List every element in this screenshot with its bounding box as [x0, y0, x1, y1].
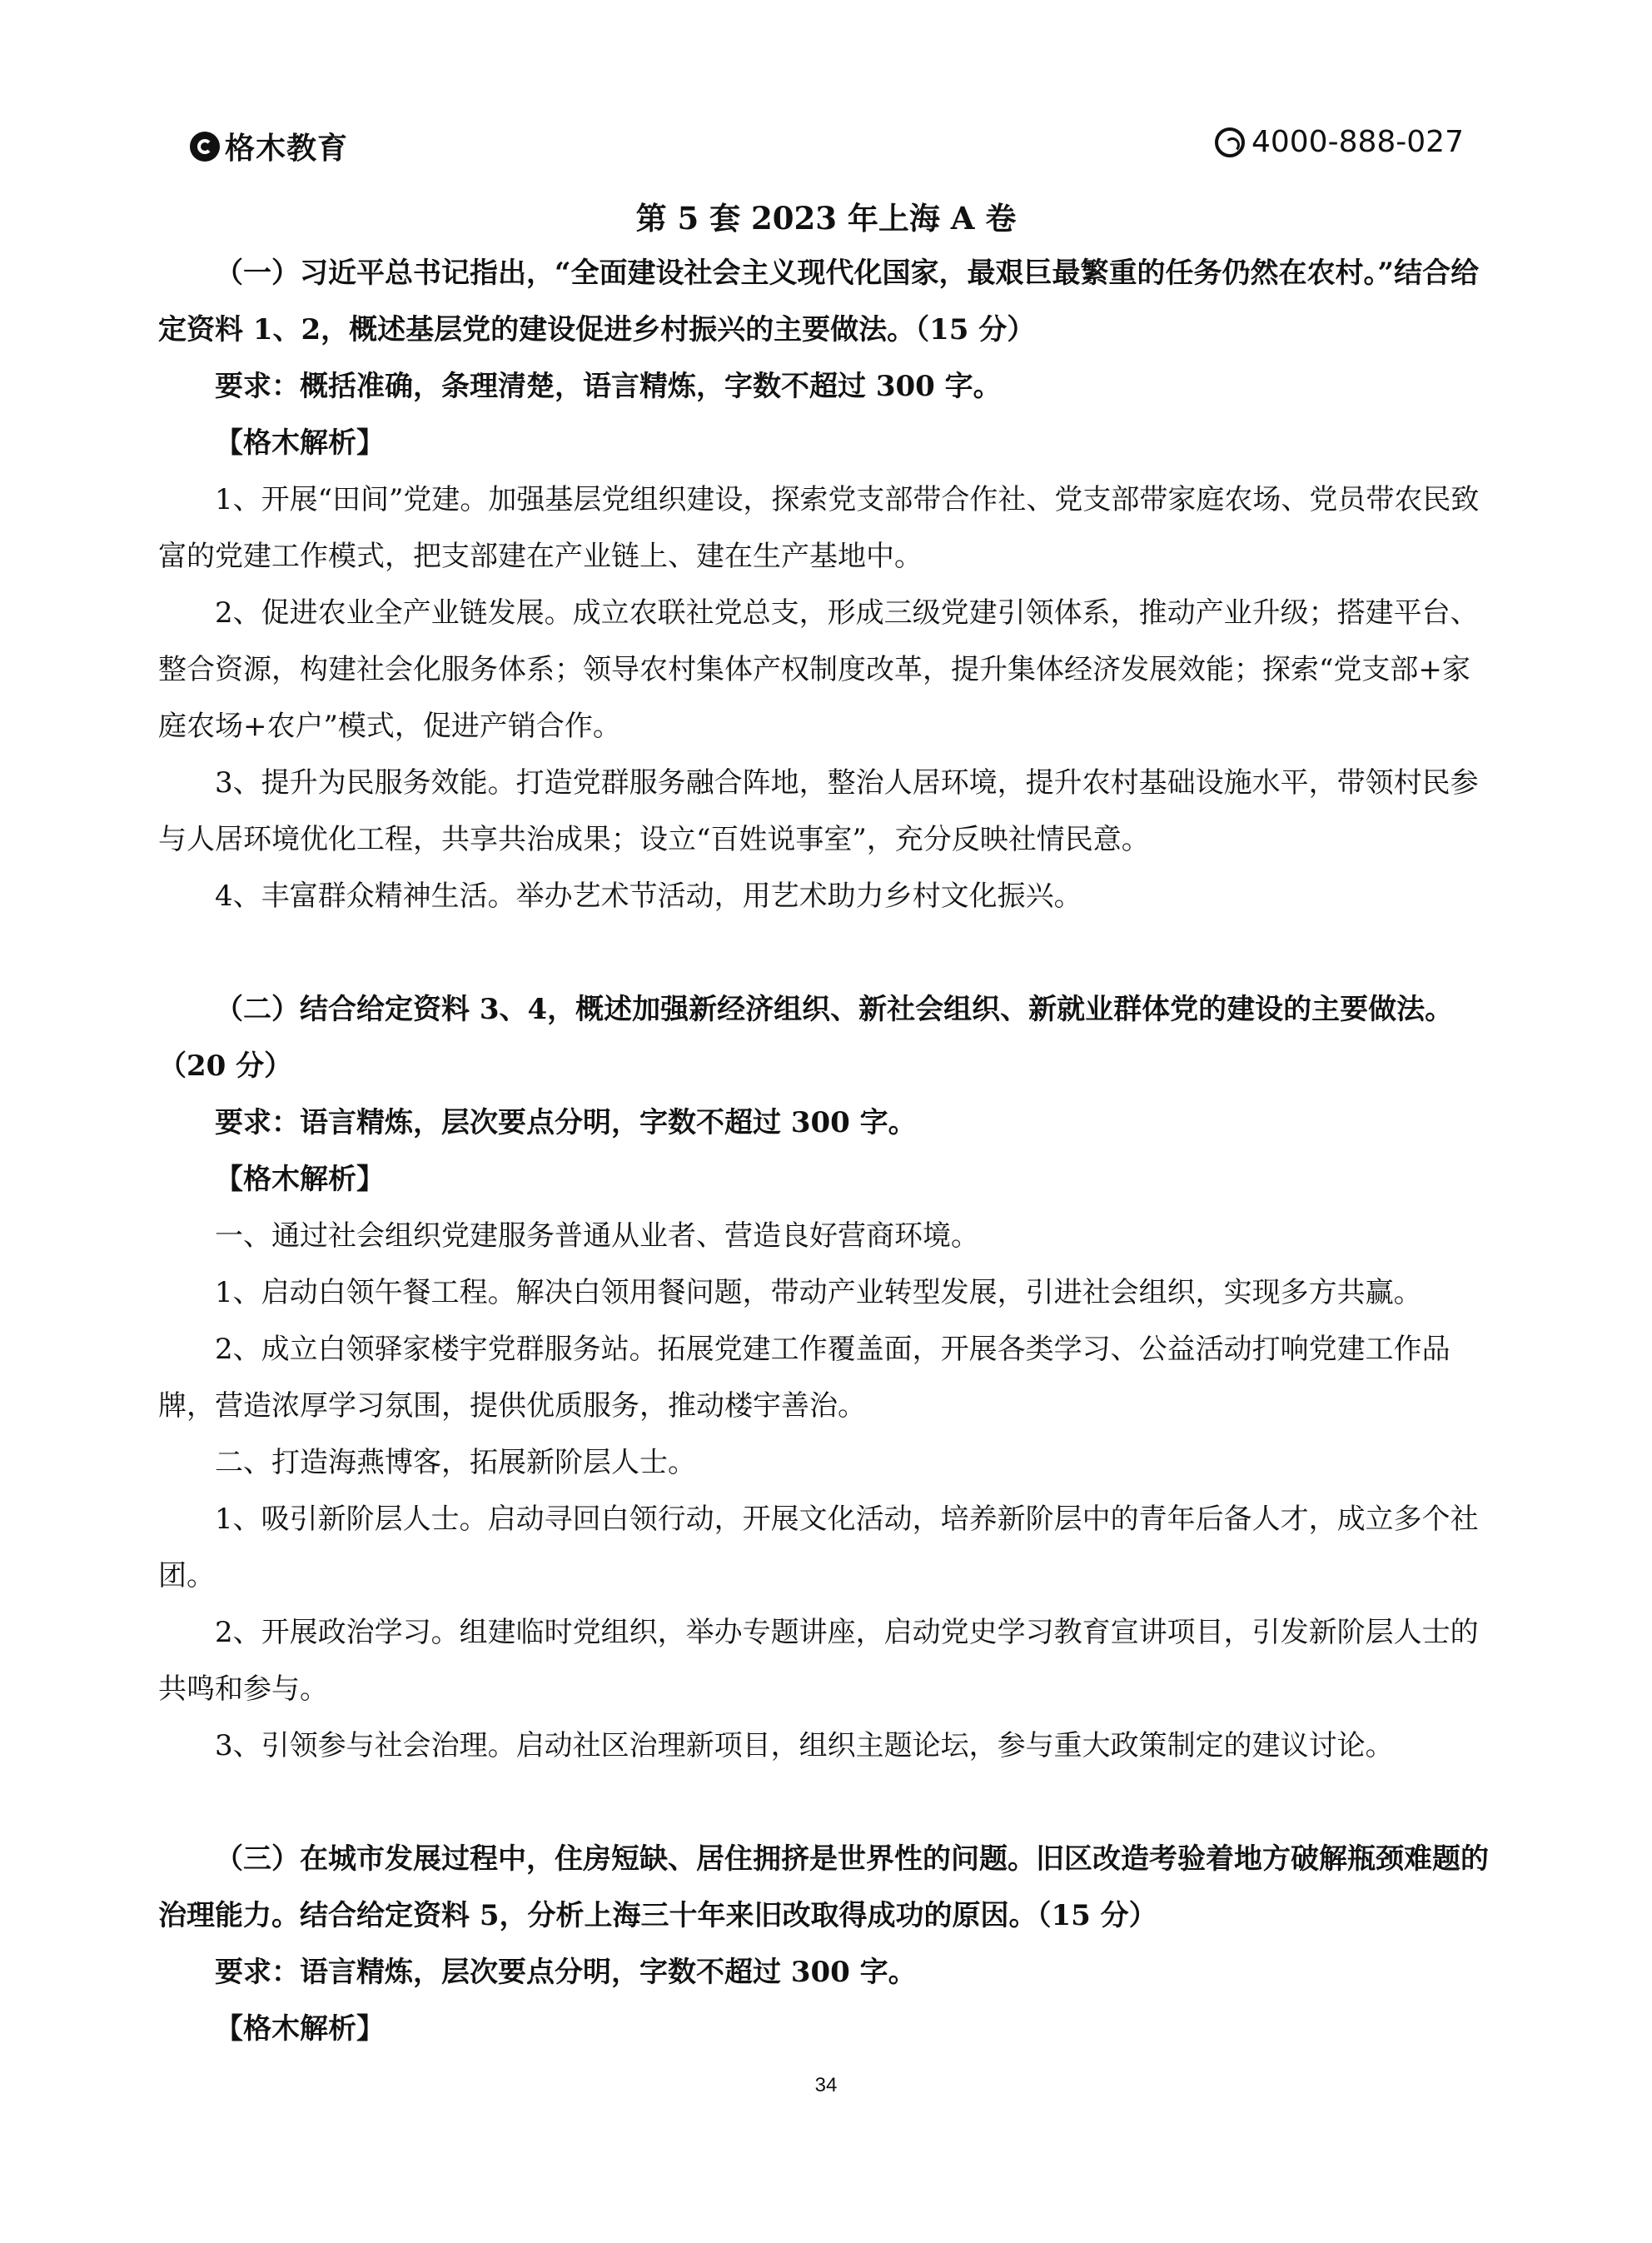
q2-section-1-point-2: 2、成立白领驿家楼宇党群服务站。拓展党建工作覆盖面，开展各类学习、公益活动打响党建工作品牌，营造浓厚学习氛围，提供优质服务，推动楼宇善治。: [158, 1333, 1450, 1423]
q1-point-1: 1、开展“田间”党建。加强基层党组织建设，探索党支部带合作社、党支部带家庭农场、党员带农民致富的党建工作模式，把支部建在产业链上、建在生产基地中。: [158, 483, 1480, 573]
q2-section-1-point-1: 1、启动白领午餐工程。解决白领用餐问题，带动产业转型发展，引进社会组织，实现多方共赢。: [215, 1276, 1422, 1309]
q2-section-2: 二、打造海燕博客，拓展新阶层人士。: [215, 1446, 696, 1479]
q1-question: （一）习近平总书记指出，“全面建设社会主义现代化国家，最艰巨最繁重的任务仍然在农村。”结合给定资料 1、2，概述基层党的建设促进乡村振兴的主要做法。（15 分）: [158, 257, 1480, 346]
q2-question: （二）结合给定资料 3、4，概述加强新经济组织、新社会组织、新就业群体党的建设的主要做法。（20 分）: [158, 993, 1454, 1083]
q2-requirement: 要求：语言精炼，层次要点分明，字数不超过 300 字。: [215, 1106, 917, 1139]
phone-icon: [1215, 127, 1245, 157]
q1-analysis-label: 【格木解析】: [215, 426, 385, 460]
q2-section-1: 一、通过社会组织党建服务普通从业者、营造良好营商环境。: [215, 1219, 979, 1253]
q2-section-2-point-3: 3、引领参与社会治理。启动社区治理新项目，组织主题论坛，参与重大政策制定的建议讨论。: [215, 1729, 1394, 1762]
document-body: [158, 245, 1490, 2057]
brand-logo: [190, 125, 348, 167]
phone-number: 4000-888-027: [1251, 125, 1464, 159]
brand-logo-icon: [190, 132, 220, 162]
q1-point-4: 4、丰富群众精神生活。举办艺术节活动，用艺术助力乡村文化振兴。: [215, 880, 1082, 913]
q3-question: （三）在城市发展过程中，住房短缺、居住拥挤是世界性的问题。旧区改造考验着地方破解瓶颈难题的治理能力。结合给定资料 5，分析上海三十年来旧改取得成功的原因。（15 分）: [158, 1842, 1489, 1932]
q3-analysis-label: 【格木解析】: [215, 2012, 385, 2046]
q1-point-2: 2、促进农业全产业链发展。成立农联社党总支，形成三级党建引领体系，推动产业升级；搭建平台、整合资源，构建社会化服务体系；领导农村集体产权制度改革，提升集体经济发展效能；探索“党支部+家庭农场+农户”模式，促进产销合作。: [158, 596, 1479, 743]
q3-requirement: 要求：语言精炼，层次要点分明，字数不超过 300 字。: [215, 1956, 917, 1989]
brand-name: 格木教育: [225, 132, 349, 166]
page-title: 第 5 套 2023 年上海 A 卷: [635, 200, 1017, 237]
q2-section-2-point-2: 2、开展政治学习。组建临时党组织，举办专题讲座，启动党史学习教育宣讲项目，引发新阶层人士的共鸣和参与。: [158, 1616, 1479, 1706]
q2-section-2-point-1: 1、吸引新阶层人士。启动寻回白领行动，开展文化活动，培养新阶层中的青年后备人才，成立多个社团。: [158, 1503, 1479, 1593]
q1-point-3: 3、提升为民服务效能。打造党群服务融合阵地，整治人居环境，提升农村基础设施水平，带领村民参与人居环境优化工程，共享共治成果；设立“百姓说事室”，充分反映社情民意。: [158, 766, 1479, 856]
page-header: [190, 125, 1464, 183]
q2-analysis-label: 【格木解析】: [215, 1163, 385, 1196]
contact-phone: [1215, 125, 1464, 159]
q1-requirement: 要求：概括准确，条理清楚，语言精炼，字数不超过 300 字。: [215, 370, 1002, 403]
page-number: 34: [814, 2074, 838, 2096]
